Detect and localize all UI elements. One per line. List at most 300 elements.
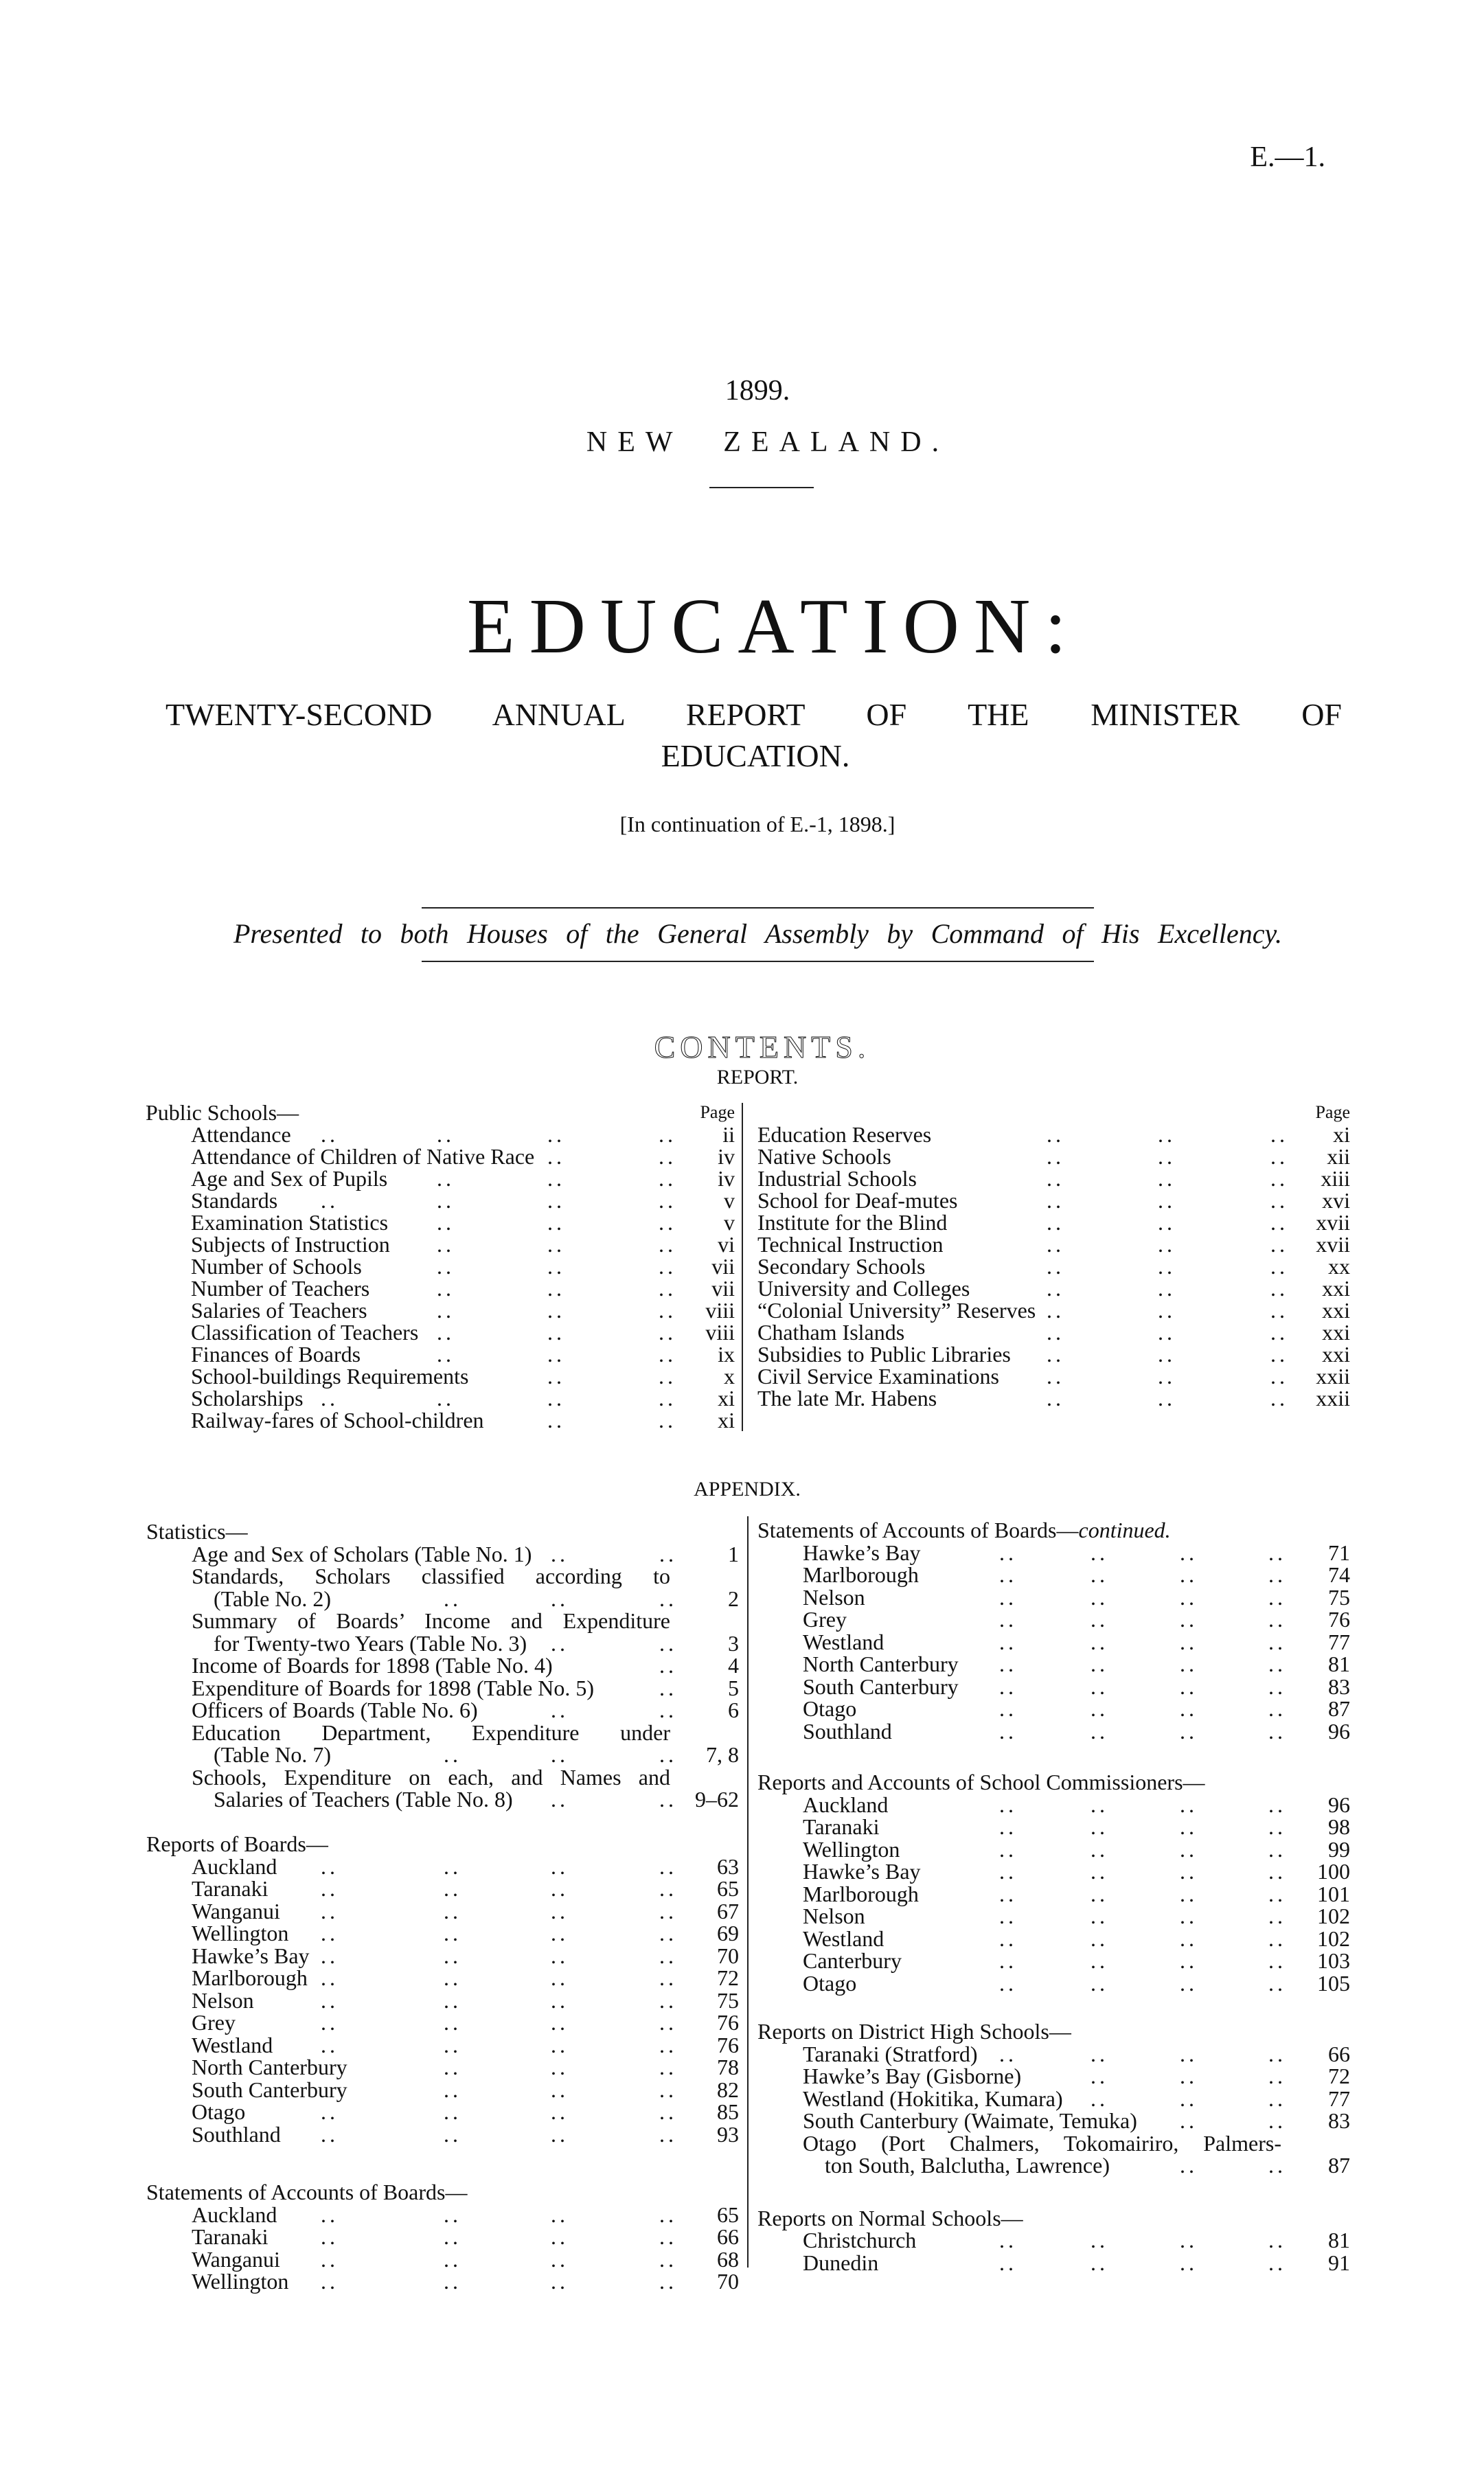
dot-leader: .. <box>1091 1540 1108 1565</box>
toc-entry <box>757 2043 1350 2066</box>
page-number: xx <box>1328 1254 1350 1279</box>
page-column-label: Page <box>700 1102 735 1122</box>
dot-leader: .. <box>659 1586 677 1611</box>
dot-leader: .. <box>1091 1970 1108 1996</box>
dot-leader: .. <box>551 2121 569 2147</box>
dot-leader: .. <box>551 2246 569 2272</box>
dot-leader: .. <box>1180 1629 1198 1654</box>
dot-leader: .. <box>321 2010 339 2035</box>
dot-leader: .. <box>444 1876 461 1901</box>
entry-label: Secondary Schools <box>757 1254 926 1279</box>
dot-leader: .. <box>551 1965 569 1990</box>
subtitle-line-1: TWENTY-SECOND ANNUAL REPORT OF THE MINISTER OF <box>165 697 1342 732</box>
dot-leader: .. <box>1091 1652 1108 1676</box>
dot-leader: .. <box>1180 1926 1198 1951</box>
divider-rule <box>709 487 814 488</box>
dot-leader: .. <box>999 1674 1017 1699</box>
dot-leader: .. <box>659 2055 677 2079</box>
dot-leader: .. <box>547 1408 565 1432</box>
page-number: 2 <box>728 1586 739 1611</box>
entry-label: Age and Sex of Pupils <box>191 1166 388 1191</box>
dot-leader: .. <box>321 1876 339 1901</box>
page-number: 77 <box>1328 2086 1350 2111</box>
dot-leader: .. <box>321 2269 339 2294</box>
dot-leader: .. <box>551 2077 569 2102</box>
toc-entry <box>146 1543 739 1566</box>
dot-leader: .. <box>444 2121 461 2147</box>
toc-entry <box>757 1255 1350 1277</box>
toc-entry <box>146 1610 739 1632</box>
dot-leader: .. <box>999 1881 1017 1906</box>
toc-entry <box>757 1860 1350 1883</box>
section-heading: Statistics— <box>146 1519 248 1544</box>
dot-leader: .. <box>547 1122 565 1147</box>
toc-entry <box>146 1255 735 1277</box>
dot-leader: .. <box>659 2032 677 2057</box>
entry-label: Expenditure of Boards for 1898 (Table No. 5) <box>192 1675 595 1700</box>
dot-leader: .. <box>551 1586 569 1611</box>
entry-label: Westland <box>803 1629 884 1654</box>
section-heading-row <box>146 2181 739 2204</box>
dot-leader: .. <box>1047 1254 1064 1279</box>
dot-leader: .. <box>659 1675 677 1700</box>
entry-label: Taranaki <box>192 2224 269 2249</box>
page-number: 99 <box>1328 1836 1350 1862</box>
entry-label: Number of Schools <box>191 1254 362 1279</box>
dot-leader: .. <box>1158 1298 1176 1323</box>
dot-leader: .. <box>1270 1364 1288 1389</box>
dot-leader: .. <box>999 1859 1017 1884</box>
dot-leader: .. <box>1180 2153 1198 2178</box>
dot-leader: .. <box>1268 2153 1286 2178</box>
toc-entry-continued <box>757 2154 1350 2177</box>
page-number: xxi <box>1322 1342 1350 1367</box>
toc-entry <box>757 1233 1350 1255</box>
dot-leader: .. <box>444 2099 461 2124</box>
toc-entry <box>757 1928 1350 1950</box>
entry-label: Examination Statistics <box>191 1210 389 1235</box>
toc-entry <box>146 2226 739 2248</box>
dot-leader: .. <box>1091 1674 1108 1699</box>
dot-leader: .. <box>659 1698 677 1722</box>
entry-label: Westland (Hokitika, Kumara) <box>803 2086 1063 2111</box>
dot-leader: .. <box>659 1342 676 1367</box>
entry-label: Age and Sex of Scholars (Table No. 1) <box>192 1541 532 1566</box>
dot-leader: .. <box>1158 1342 1176 1367</box>
entry-label: South Canterbury <box>192 2077 347 2102</box>
toc-entry <box>146 2123 739 2146</box>
page-number: ii <box>722 1122 735 1147</box>
entry-label: Railway-fares of School-children <box>191 1408 484 1432</box>
page-number: xvii <box>1316 1232 1350 1257</box>
dot-leader: .. <box>1270 1320 1288 1345</box>
dot-leader: .. <box>437 1210 455 1235</box>
dot-leader: .. <box>321 1965 339 1990</box>
toc-entry-continued <box>146 1632 739 1655</box>
section-heading: Reports of Boards— <box>146 1831 328 1856</box>
page-number: 70 <box>717 2269 739 2294</box>
dot-leader: .. <box>1091 1562 1108 1587</box>
dot-leader: .. <box>444 1742 461 1767</box>
dot-leader: .. <box>444 2077 461 2102</box>
toc-entry <box>757 1167 1350 1189</box>
entry-label: Otago <box>803 1970 857 1996</box>
dot-leader: .. <box>1091 1584 1108 1610</box>
dot-leader: .. <box>659 2246 677 2272</box>
dot-leader: .. <box>444 1921 461 1945</box>
dot-leader: .. <box>444 2055 461 2079</box>
dot-leader: .. <box>999 1718 1017 1744</box>
page-number: vii <box>711 1254 735 1279</box>
toc-entry <box>146 2270 739 2293</box>
entry-label: Grey <box>803 1607 847 1632</box>
page-number: v <box>724 1188 735 1213</box>
dot-leader: .. <box>1091 1629 1108 1654</box>
toc-entry <box>757 2088 1350 2110</box>
dot-leader: .. <box>1180 1881 1198 1906</box>
dot-leader: .. <box>1268 2108 1286 2133</box>
dot-leader: .. <box>659 1144 676 1169</box>
entry-label: Otago <box>803 1696 857 1721</box>
dot-leader: .. <box>1158 1210 1176 1235</box>
dot-leader: .. <box>659 1188 676 1213</box>
entry-label: Officers of Boards (Table No. 6) <box>192 1698 478 1722</box>
toc-entry <box>146 1722 739 1744</box>
toc-entry <box>757 1676 1350 1698</box>
presented-note: Presented to both Houses of the General Assembly by Command of His Excellency. <box>233 918 1282 949</box>
entry-label: Christchurch <box>803 2228 917 2252</box>
toc-entry <box>757 1145 1350 1167</box>
dot-leader: .. <box>659 2121 677 2147</box>
entry-label-line: Summary of Boards’ Income and Expenditure <box>192 1608 670 1633</box>
toc-entry <box>146 1922 739 1945</box>
dot-leader: .. <box>321 2224 339 2249</box>
dot-leader: .. <box>551 2032 569 2057</box>
dot-leader: .. <box>1091 2228 1108 2252</box>
dot-leader: .. <box>659 2269 677 2294</box>
dot-leader: .. <box>1158 1232 1176 1257</box>
dot-leader: .. <box>659 1166 676 1191</box>
toc-entry <box>757 1631 1350 1654</box>
dot-leader: .. <box>659 1122 676 1147</box>
dot-leader: .. <box>551 2269 569 2294</box>
dot-leader: .. <box>1091 1859 1108 1884</box>
dot-leader: .. <box>1091 2064 1108 2088</box>
page-number: 85 <box>717 2099 739 2124</box>
toc-entry <box>757 1211 1350 1233</box>
subtitle-line-2: EDUCATION. <box>661 738 850 773</box>
toc-entry <box>757 1905 1350 1928</box>
toc-entry <box>757 1123 1350 1145</box>
dot-leader: .. <box>659 1987 677 2013</box>
toc-entry <box>146 1409 735 1431</box>
entry-label-line: (Table No. 2) <box>214 1586 332 1611</box>
dot-leader: .. <box>1091 2086 1108 2111</box>
dot-leader: .. <box>437 1342 455 1367</box>
entry-label: Westland <box>192 2032 273 2057</box>
page-number: 102 <box>1317 1926 1350 1951</box>
entry-label: Civil Service Examinations <box>757 1364 999 1389</box>
toc-entry <box>757 1883 1350 1906</box>
dot-leader: .. <box>444 2010 461 2035</box>
entry-label: Southland <box>803 1718 892 1744</box>
page-number: 81 <box>1328 1652 1350 1676</box>
toc-entry <box>146 1145 735 1167</box>
entry-label: School-buildings Requirements <box>191 1364 469 1389</box>
page-number: 75 <box>1328 1584 1350 1610</box>
dot-leader: .. <box>659 1364 676 1389</box>
dot-leader: .. <box>1047 1232 1064 1257</box>
toc-entry <box>146 1123 735 1145</box>
entry-label: North Canterbury <box>192 2055 347 2079</box>
toc-entry-continued <box>146 1744 739 1766</box>
toc-entry <box>757 1277 1350 1299</box>
entry-label: Finances of Boards <box>191 1342 361 1367</box>
page-number: 103 <box>1317 1948 1350 1973</box>
toc-entry <box>146 1299 735 1321</box>
dot-leader: .. <box>999 1696 1017 1721</box>
page-number: xi <box>718 1386 735 1411</box>
toc-entry <box>146 1343 735 1365</box>
dot-leader: .. <box>659 1653 677 1678</box>
entry-label: Chatham Islands <box>757 1320 905 1345</box>
dot-leader: .. <box>999 1540 1017 1565</box>
toc-entry <box>757 1564 1350 1586</box>
dot-leader: .. <box>999 1607 1017 1632</box>
page-number: xi <box>1333 1122 1350 1147</box>
page-number: x <box>724 1364 735 1389</box>
dot-leader: .. <box>1180 1652 1198 1676</box>
page-number: 5 <box>728 1675 739 1700</box>
toc-entry <box>146 1853 739 1879</box>
entry-label: Nelson <box>192 1987 254 2013</box>
dot-leader: .. <box>547 1364 565 1389</box>
entry-label: Auckland <box>192 2202 277 2227</box>
dot-leader: .. <box>999 1792 1017 1817</box>
page-number: 102 <box>1317 1904 1350 1928</box>
toc-entry <box>146 1877 739 1900</box>
page-number: xvi <box>1322 1188 1350 1213</box>
toc-entry <box>757 1365 1350 1387</box>
dot-leader: .. <box>444 2202 461 2227</box>
page-number: 3 <box>728 1630 739 1656</box>
toc-entry <box>146 2204 739 2226</box>
toc-entry <box>146 1211 735 1233</box>
dot-leader: .. <box>659 1298 676 1323</box>
dot-leader: .. <box>437 1386 455 1411</box>
dot-leader: .. <box>659 1898 677 1923</box>
dot-leader: .. <box>321 2121 339 2147</box>
dot-leader: .. <box>659 1787 677 1812</box>
dot-leader: .. <box>551 2202 569 2227</box>
dot-leader: .. <box>1091 1696 1108 1721</box>
dot-leader: .. <box>999 1814 1017 1839</box>
dot-leader: .. <box>321 2099 339 2124</box>
dot-leader: .. <box>659 2202 677 2227</box>
toc-entry <box>757 2252 1350 2274</box>
dot-leader: .. <box>1158 1386 1176 1411</box>
dot-leader: .. <box>1047 1276 1064 1301</box>
page-number: 63 <box>717 1853 739 1879</box>
dot-leader: .. <box>659 1742 677 1767</box>
dot-leader: .. <box>547 1342 565 1367</box>
dot-leader: .. <box>1047 1364 1064 1389</box>
entry-label: Wanganui <box>192 2246 280 2272</box>
section-heading-row <box>757 1519 1350 1542</box>
page-number: 83 <box>1328 1674 1350 1699</box>
dot-leader: .. <box>659 1630 677 1656</box>
dot-leader: .. <box>321 1386 339 1411</box>
dot-leader: .. <box>1047 1320 1064 1345</box>
page-number: xxi <box>1322 1298 1350 1323</box>
dot-leader: .. <box>659 2077 677 2102</box>
toc-entry <box>146 2034 739 2057</box>
toc-entry <box>757 1542 1350 1564</box>
dot-leader: .. <box>551 1853 569 1879</box>
dot-leader: .. <box>551 1898 569 1923</box>
dot-leader: .. <box>659 1921 677 1945</box>
page-number: 78 <box>717 2055 739 2079</box>
dot-leader: .. <box>437 1232 455 1257</box>
dot-leader: .. <box>1270 1144 1288 1169</box>
page-number: 98 <box>1328 1814 1350 1839</box>
toc-entry-continued <box>146 1588 739 1610</box>
dot-leader: .. <box>437 1122 455 1147</box>
entry-label: Taranaki <box>803 1814 880 1839</box>
dot-leader: .. <box>551 1876 569 1901</box>
dot-leader: .. <box>999 2250 1017 2275</box>
toc-entry <box>146 1945 739 1967</box>
dot-leader: .. <box>659 1320 676 1345</box>
entry-label: Native Schools <box>757 1144 891 1169</box>
entry-label: Southland <box>192 2121 281 2147</box>
dot-leader: .. <box>437 1166 455 1191</box>
dot-leader: .. <box>547 1298 565 1323</box>
dot-leader: .. <box>1047 1386 1064 1411</box>
dot-leader: .. <box>1268 1792 1286 1817</box>
dot-leader: .. <box>1158 1188 1176 1213</box>
page-number: 100 <box>1317 1859 1350 1884</box>
page-number: 9–62 <box>695 1787 739 1812</box>
section-heading-row <box>146 1833 739 1856</box>
dot-leader: .. <box>1268 2064 1286 2088</box>
dot-leader: .. <box>1268 2250 1286 2275</box>
dot-leader: .. <box>1047 1298 1064 1323</box>
dot-leader: .. <box>444 1965 461 1990</box>
toc-entry <box>146 1766 739 1789</box>
dot-leader: .. <box>1158 1166 1176 1191</box>
entry-label: Standards <box>191 1188 278 1213</box>
dot-leader: .. <box>1180 1814 1198 1839</box>
dot-leader: .. <box>659 1965 677 1990</box>
dot-leader: .. <box>547 1188 565 1213</box>
dot-leader: .. <box>444 2246 461 2272</box>
toc-entry-continued <box>146 1788 739 1811</box>
page-number: viii <box>705 1320 735 1345</box>
dot-leader: .. <box>551 1787 569 1812</box>
toc-entry <box>146 1189 735 1211</box>
dot-leader: .. <box>1180 1584 1198 1610</box>
dot-leader: .. <box>1268 1904 1286 1928</box>
entry-label: Scholarships <box>191 1386 304 1411</box>
page-number: xi <box>718 1408 735 1432</box>
section-heading: Reports and Accounts of School Commissioners— <box>757 1770 1205 1794</box>
toc-entry <box>146 1654 739 1677</box>
dot-leader: .. <box>1268 1836 1286 1862</box>
dot-leader: .. <box>659 1210 676 1235</box>
appendix-heading: APPENDIX. <box>694 1478 801 1500</box>
dot-leader: .. <box>659 1943 677 1968</box>
dot-leader: .. <box>1270 1254 1288 1279</box>
dot-leader: .. <box>444 1943 461 1968</box>
entry-label: Nelson <box>803 1904 865 1928</box>
dot-leader: .. <box>551 2224 569 2249</box>
dot-leader: .. <box>547 1166 565 1191</box>
toc-entry <box>146 2079 739 2101</box>
page-number: 67 <box>717 1898 739 1923</box>
toc-entry <box>146 1167 735 1189</box>
page-number: 1 <box>728 1541 739 1566</box>
page-number: 96 <box>1328 1718 1350 1744</box>
page-number: iv <box>718 1166 735 1191</box>
dot-leader: .. <box>1180 1792 1198 1817</box>
dot-leader: .. <box>1270 1166 1288 1191</box>
toc-entry <box>757 2229 1350 2252</box>
toc-entry <box>146 1365 735 1387</box>
dot-leader: .. <box>1268 1652 1286 1676</box>
entry-label: Auckland <box>192 1853 277 1879</box>
entry-label: Education Reserves <box>757 1122 932 1147</box>
dot-leader: .. <box>1268 1718 1286 1744</box>
dot-leader: .. <box>1091 1607 1108 1632</box>
page-title: EDUCATION: <box>467 582 1081 670</box>
dot-leader: .. <box>999 2041 1017 2066</box>
page-number: 74 <box>1328 1562 1350 1587</box>
entry-label: Marlborough <box>192 1965 308 1990</box>
dot-leader: .. <box>551 1541 569 1566</box>
entry-label: Taranaki <box>192 1876 269 1901</box>
dot-leader: .. <box>1158 1254 1176 1279</box>
section-heading: Reports on Normal Schools— <box>757 2205 1023 2230</box>
dot-leader: .. <box>321 1122 339 1147</box>
entry-label: “Colonial University” Reserves <box>757 1298 1036 1323</box>
entry-label: Marlborough <box>803 1881 919 1906</box>
dot-leader: .. <box>321 2032 339 2057</box>
document-code: E.—1. <box>1250 141 1325 173</box>
page-number: 91 <box>1328 2250 1350 2275</box>
dot-leader: .. <box>547 1144 565 1169</box>
dot-leader: .. <box>547 1210 565 1235</box>
dot-leader: .. <box>1270 1188 1288 1213</box>
dot-leader: .. <box>437 1254 455 1279</box>
entry-label: Hawke’s Bay <box>803 1859 921 1884</box>
toc-entry <box>146 1565 739 1588</box>
page-number: 87 <box>1328 1696 1350 1721</box>
dot-leader: .. <box>1268 1970 1286 1996</box>
dot-leader: .. <box>1180 1674 1198 1699</box>
dot-leader: .. <box>1270 1386 1288 1411</box>
dot-leader: .. <box>1047 1122 1064 1147</box>
entry-label: Wellington <box>803 1836 900 1862</box>
page-number: 4 <box>728 1653 739 1678</box>
dot-leader: .. <box>1180 1859 1198 1884</box>
page-number: 66 <box>717 2224 739 2249</box>
entry-label: Canterbury <box>803 1948 902 1973</box>
page-column-label: Page <box>1315 1102 1350 1122</box>
section-heading-text: Statements of Accounts of Boards— <box>757 1518 1079 1542</box>
page-number: xii <box>1327 1144 1350 1169</box>
page-number: ix <box>718 1342 735 1367</box>
